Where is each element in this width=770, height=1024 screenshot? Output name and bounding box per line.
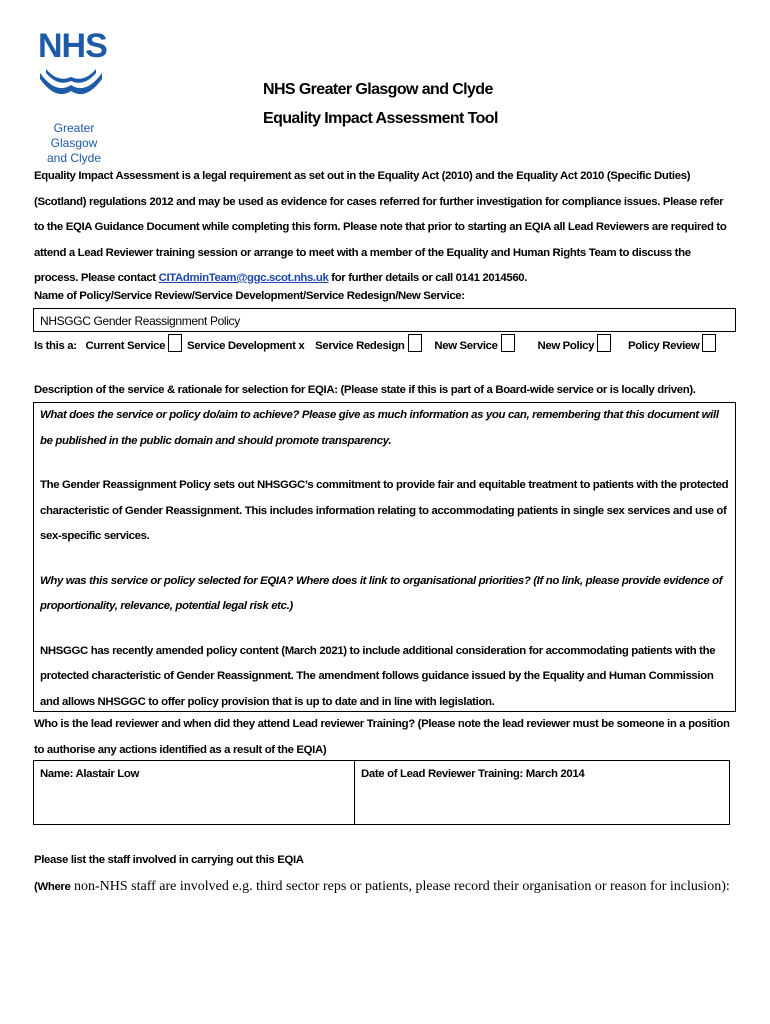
description-answer-1: The Gender Reassignment Policy sets out NHSGGC’s commitment to provide fair and equitable treatment to patients with the protected characteristic of Gender Reassignment. This includes information relating to accommodating patients in single sex services and use of sex-specific services. bbox=[40, 479, 729, 542]
logo-name-line1: Greater Glasgow bbox=[50, 121, 98, 150]
reviewer-date-cell[interactable] bbox=[354, 760, 730, 825]
option-service-development[interactable]: Service Development x bbox=[186, 340, 305, 352]
policy-name-field[interactable] bbox=[33, 308, 736, 332]
policy-name-label: Name of Policy/Service Review/Service Development/Service Redesign/New Service: bbox=[34, 290, 465, 302]
logo-name bbox=[32, 121, 116, 166]
logo-brand: NHS bbox=[38, 27, 107, 65]
description-question-1: What does the service or policy do/aim to achieve? Please give as much information as you can, remembering that this document will be published in the public domain and should promote transparency. bbox=[40, 409, 719, 447]
option-service-redesign[interactable]: Service Redesign bbox=[315, 340, 421, 352]
reviewer-training-date: Date of Lead Reviewer Training: March 2014 bbox=[361, 768, 585, 780]
option-new-service[interactable]: New Service bbox=[434, 340, 514, 352]
intro-paragraph bbox=[34, 164, 734, 292]
description-answer-2: NHSGGC has recently amended policy content (March 2021) to include additional consideration for accommodating patients with the protected characteristic of Gender Reassignment. The amendment follows guidance issued by the Equality and Human Commission and allows NHSGGC to offer policy provision that is up to date and in line with legislation. bbox=[40, 644, 716, 708]
intro-text: Equality Impact Assessment is a legal requirement as set out in the Equality Act (2010) and the Equality Act 2010 (Specific Duties)(Scotland) regulations 2012 and may be used as evidence for cases referred for further investigation for compliance issues. Please refer to the EQIA Guidance Document while completing this form. Please note that prior to starting an EQIA all Lead Reviewers are required to attend a Lead Reviewer training session or arrange to meet with a member of the Equality and Human Rights Team to discuss the process. Please contact bbox=[34, 170, 727, 284]
page-title bbox=[263, 75, 498, 133]
reviewer-label: Who is the lead reviewer and when did they attend Lead reviewer Training? (Please note the lead reviewer must be someone in a position to authorise any actions identified as a result of the EQIA) bbox=[34, 718, 730, 756]
policy-name-value: NHSGGC Gender Reassignment Policy bbox=[40, 314, 240, 328]
description-label: Description of the service & rationale for selection for EQIA: (Please state if this is part of a Board-wide service or is locally driven). bbox=[34, 384, 696, 396]
staff-note-text: non-NHS staff are involved e.g. third sector reps or patients, please record their organisation or reason for inclusion): bbox=[70, 879, 730, 894]
staff-label: Please list the staff involved in carrying out this EQIA bbox=[34, 854, 304, 866]
staff-note bbox=[34, 874, 734, 901]
checkbox-service-redesign[interactable] bbox=[408, 334, 422, 352]
option-current-service[interactable]: Current Service bbox=[86, 340, 183, 352]
intro-text-end: for further details or call 0141 2014560. bbox=[328, 272, 528, 284]
option-policy-review[interactable]: Policy Review bbox=[628, 340, 716, 352]
reviewer-name: Name: Alastair Low bbox=[40, 768, 139, 780]
title-line2: Equality Impact Assessment Tool bbox=[263, 110, 498, 127]
description-question-2: Why was this service or policy selected for EQIA? Where does it link to organisational priorities? (If no link, please provide evidence of proportionality, relevance, potential legal risk etc.) bbox=[40, 574, 723, 612]
checkbox-new-policy[interactable] bbox=[597, 334, 611, 352]
policy-type-row bbox=[34, 334, 734, 357]
title-line1: NHS Greater Glasgow and Clyde bbox=[263, 81, 493, 98]
policy-type-label: Is this a: bbox=[34, 340, 77, 352]
contact-email-link[interactable]: CITAdminTeam@ggc.scot.nhs.uk bbox=[158, 272, 329, 284]
checkbox-new-service[interactable] bbox=[501, 334, 515, 352]
reviewer-name-cell[interactable] bbox=[33, 760, 355, 825]
option-new-policy[interactable]: New Policy bbox=[537, 340, 611, 352]
staff-note-bold: (Where bbox=[34, 881, 71, 893]
checkbox-current-service[interactable] bbox=[168, 334, 182, 352]
description-box[interactable] bbox=[33, 402, 736, 712]
logo-name-line2: and Clyde bbox=[46, 151, 102, 165]
checkbox-policy-review[interactable] bbox=[702, 334, 716, 352]
nhs-logo bbox=[32, 27, 114, 165]
wave-icon bbox=[38, 65, 104, 101]
